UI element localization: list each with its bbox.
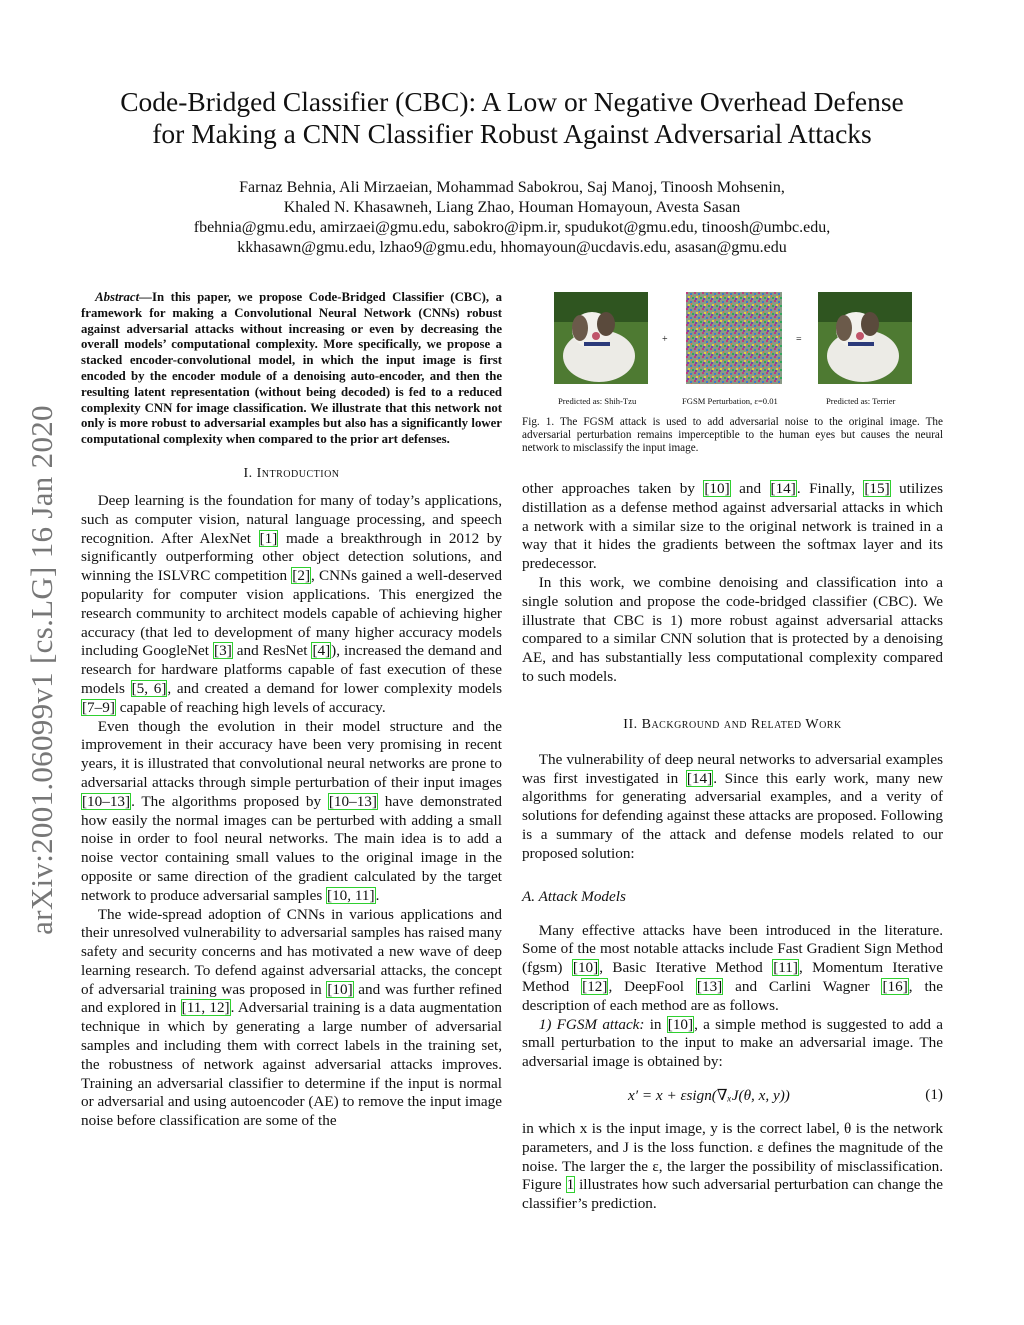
intro-paragraph-1: Deep learning is the foundation for many of today’s applications, such as computer vision, natural language processing, and speech recognition. After AlexNet [1] made a breakthrough in 2012 by significantly outperforming other object detection solutions, and winning the ISLVRC competition [2], CNNs gained a well-deserved popularity for computer vision applications. This energized the research community to architect models capable of achieving higher accuracy (that led to development of many higher accuracy models including GoogleNet [3] and ResNet [4]), increased the demand and research for hardware platforms capable of fast execution of these models [5, 6], and created a demand for lower complexity models [7–9] capable of reaching high levels of accuracy. xyxy=(81,491,503,716)
fgsm-paragraph: 1) FGSM attack: in [10], a simple method is suggested to add a small perturbation to the input to make an adversarial image. The adversarial image is obtained by: xyxy=(522,1015,943,1071)
section-intro-heading: I. Introduction xyxy=(243,465,340,481)
author-names-2: Khaled N. Khasawneh, Liang Zhao, Houman Homayoun, Avesta Sasan xyxy=(283,199,741,216)
author-block xyxy=(0,178,1024,258)
original-dog-image xyxy=(554,292,648,384)
abstract: Abstract—In this paper, we propose Code-Bridged Classifier (CBC), a framework for making a Convolutional Neural Network (CNNs) robust against adversarial attacks without increasing or even by decreasing the overall models’ computational complexity. More specifically, we propose a stacked encoder-convolutional model, in which the input image is first encoded by the encoder module of a denoising auto-encoder, and then the resulting latent representation (without being decoded) is fed to a reduced complexity CNN for image classification. We illustrate that this network not only is more robust to adversarial examples but also has a significantly lower computational complexity when compared to the prior art defenses. xyxy=(81,290,502,447)
equation-explanation: in which x is the input image, y is the correct label, θ is the network parameters, and J is the loss function. ε defines the magnitude of the noise. The larger the ε, the larger the possibility of misclassification. Figure 1 illustrates how such adversarial perturbation can change the classifier’s prediction. xyxy=(522,1119,943,1213)
left-column xyxy=(81,290,502,1131)
adversarial-dog-image xyxy=(818,292,912,384)
label-fgsm-perturbation: FGSM Perturbation, ε=0.01 xyxy=(682,396,778,406)
citation-link[interactable]: [16] xyxy=(882,977,908,995)
equation-number: (1) xyxy=(925,1085,943,1103)
citation-link[interactable]: [13] xyxy=(696,977,723,995)
intro-paragraph-2: Even though the evolution in their model structure and the improvement in their accuracy have been very promising in recent years, it is illustrated that convolutional neural networks are prone to adversarial attacks through simple perturbation of their input images [10–13]. The algorithms proposed by [10–13] have demonstrated how easily the normal images can be perturbed with adding a small noise in order to fool neural networks. The main idea is to add a noise vector containing small values to the original image in the opposite or same direction of the gradient calculated by the target network to produce adversarial samples [10, 11]. xyxy=(81,717,502,904)
right-column xyxy=(522,290,943,1214)
equation-1 xyxy=(522,1082,943,1112)
noise-perturbation-image xyxy=(686,292,782,384)
author-emails-2: kkhasawn@gmu.edu, lzhao9@gmu.edu, hhomayoun@ucdavis.edu, asasan@gmu.edu xyxy=(237,239,787,256)
paper-title: Code-Bridged Classifier (CBC): A Low or Negative Overhead Defense for Making a CNN Classifier Robust Against Adversarial Attacks xyxy=(120,86,904,149)
citation-link[interactable]: [11, 12] xyxy=(181,999,230,1017)
citation-link[interactable]: [5, 6] xyxy=(131,679,167,697)
citation-link[interactable]: [12] xyxy=(582,977,608,995)
author-names-1: Farnaz Behnia, Ali Mirzaeian, Mohammad Sabokrou, Saj Manoj, Tinoosh Mohsenin, xyxy=(239,179,785,196)
citation-link[interactable]: [3] xyxy=(214,642,232,660)
citation-link[interactable]: [10–13] xyxy=(328,792,377,810)
intro-paragraph-3: The wide-spread adoption of CNNs in various applications and their unresolved vulnerability to adversarial samples has raised many safety and security concerns and has motivated a new wave of deep learning research. To defend against adversarial attacks, the concept of adversarial training was proposed in [10] and was further refined and explored in [11, 12]. Adversarial training is a data augmentation technique in which by generating a large number of adversarial samples and including them with correct labels in the training set, the robustness of network against adversarial attacks improves. Training an adversarial classifier to determine if the input is normal or adversarial and using autoencoder (AE) to remove the input image noise before classification are some of the xyxy=(81,905,503,1130)
equals-sign: = xyxy=(796,334,802,345)
citation-link[interactable]: [2] xyxy=(292,567,311,585)
plus-sign: + xyxy=(662,334,668,345)
figure-1 xyxy=(522,290,943,480)
label-shih-tzu: Predicted as: Shih-Tzu xyxy=(558,396,637,406)
subsection-attack-models: A. Attack Models xyxy=(522,887,626,905)
attack-models-paragraph: Many effective attacks have been introduced in the literature. Some of the most notable attacks include Fast Gradient Sign Method (fgsm) [10], Basic Iterative Method [11], Momentum Iterative Method [12], DeepFool [13] and Carlini Wagner [16], the description of each method are as follows. xyxy=(522,921,943,1014)
citation-link[interactable]: [7–9] xyxy=(82,698,115,716)
citation-link[interactable]: [10] xyxy=(667,1015,694,1033)
citation-link[interactable]: [14] xyxy=(770,480,796,497)
right-paragraph-1: other approaches taken by [10] and [14]. Finally, [15] utilizes distillation as a defense method against adversarial attacks in which a network with a similar size to the original network is trained in a way that it hides the gradients between the softmax layer and its predecessor. xyxy=(522,480,943,573)
background-paragraph: The vulnerability of deep neural networks to adversarial examples was first investigated in [14]. Since this early work, many new algorithms for generating adversarial examples, and a verity of solutions for defending against these attacks are proposed. Following is a summary of the attack and defense models related to our proposed solution: xyxy=(522,750,943,862)
citation-link[interactable]: [10, 11] xyxy=(327,886,375,904)
label-terrier: Predicted as: Terrier xyxy=(826,396,896,406)
author-emails-1: fbehnia@gmu.edu, amirzaei@gmu.edu, sabokro@ipm.ir, spudukot@gmu.edu, tinoosh@umbc.edu, xyxy=(193,219,831,236)
figure-link[interactable]: 1 xyxy=(566,1176,575,1194)
citation-link[interactable]: [10] xyxy=(572,959,599,977)
equation-formula: x′ = x + εsign(∇ₓJ(θ, x, y)) xyxy=(628,1086,790,1104)
citation-link[interactable]: [4] xyxy=(312,642,331,660)
citation-link[interactable]: [10–13] xyxy=(82,792,131,810)
section-background-heading: II. Background and Related Work xyxy=(623,716,842,732)
citation-link[interactable]: [1] xyxy=(259,529,278,547)
figure-caption: Fig. 1. The FGSM attack is used to add adversarial noise to the original image. The adversarial perturbation remains imperceptible to the human eyes but causes the neural network to misclassify the input image. xyxy=(522,416,943,454)
arxiv-side-label: arXiv:2001.06099v1 [cs.LG] 16 Jan 2020 xyxy=(24,405,59,935)
right-paragraph-2: In this work, we combine denoising and classification into a single solution and propose the code-bridged classifier (CBC). We illustrate that CBC is 1) more robust against adversarial attacks compared to a similar CNN solution that is protected by a denoising AE, and has substantially less computational complexity compared to such models. xyxy=(522,573,943,685)
citation-link[interactable]: [10] xyxy=(327,980,353,998)
citation-link[interactable]: [11] xyxy=(773,959,798,977)
citation-link[interactable]: [15] xyxy=(864,480,890,497)
citation-link[interactable]: [14] xyxy=(686,769,713,787)
citation-link[interactable]: [10] xyxy=(704,480,730,497)
